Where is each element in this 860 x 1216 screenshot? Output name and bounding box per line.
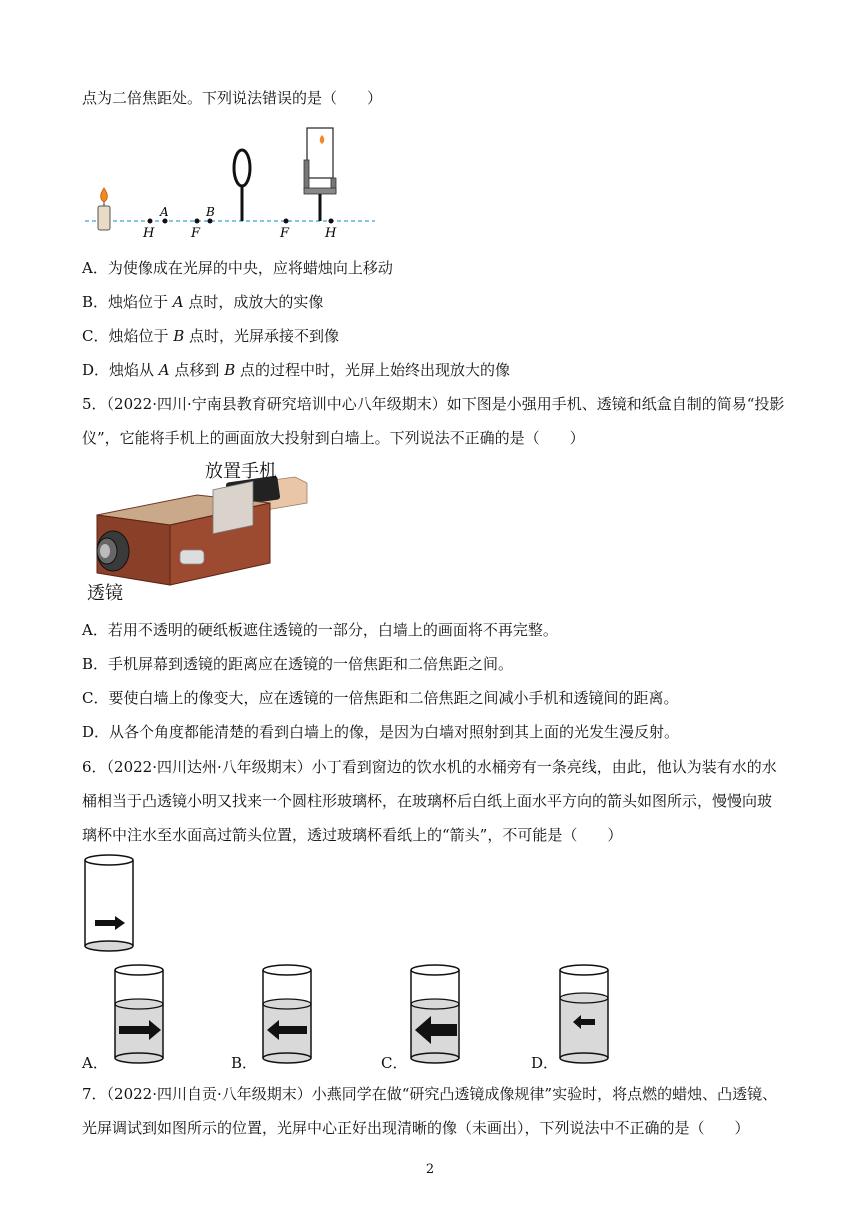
q6-option-a-label: A． xyxy=(82,1054,108,1072)
q4-option-b: B．烛焰位于 A 点时，成放大的实像 xyxy=(82,293,324,311)
convex-lens-icon xyxy=(234,150,250,221)
q6-option-c-label: C． xyxy=(381,1054,408,1072)
q7-stem-line1: 7．（2022·四川自贡·八年级期末）小燕同学在做“研究凸透镜成像规律”实验时，将点燃的蜡烛、凸透镜、 xyxy=(82,1085,778,1103)
q6-option-a-glass xyxy=(110,962,168,1066)
q4-option-d: D．烛焰从 A 点移到 B 点的过程中时，光屏上始终出现放大的像 xyxy=(82,361,510,379)
point-f-right xyxy=(284,219,289,224)
q6-option-b-label: B． xyxy=(231,1054,258,1072)
q4-stem-tail: 点为二倍焦距处。下列说法错误的是（ ） xyxy=(82,89,383,107)
point-f-left xyxy=(195,219,200,224)
q5-option-c: C．要使白墙上的像变大，应在透镜的一倍焦距和二倍焦距之间减小手机和透镜间的距离。 xyxy=(82,689,679,707)
q4-lens-diagram xyxy=(85,120,385,245)
q4-option-a: A．为使像成在光屏的中央，应将蜡烛向上移动 xyxy=(82,259,393,277)
photo-label-lens: 透镜 xyxy=(87,583,123,604)
point-h-right xyxy=(329,219,334,224)
label-f-left: F xyxy=(191,226,201,241)
page-number: 2 xyxy=(425,1162,435,1177)
q6-stem: 6．（2022·四川达州·八年级期末）小丁看到窗边的饮水机的水桶旁有一条亮线，由此，他认为装有水的水桶相当于凸透镜小明又找来一个圆柱形玻璃杯，在玻璃杯后白纸上面水平方向的箭头如图所示，慢慢向玻璃杯中注水至水面高过箭头位置，透过玻璃杯看纸上的“箭头”，不可能是（ ） xyxy=(82,758,777,844)
q6-reference-glass xyxy=(82,852,138,954)
q5-option-d: D．从各个角度都能清楚的看到白墙上的像，是因为白墙对照射到其上面的光发生漫反射。 xyxy=(82,723,680,741)
label-f-right: F xyxy=(280,226,290,241)
projector-photo xyxy=(85,455,313,604)
q6-option-b-glass xyxy=(258,962,316,1066)
q5-option-a: A．若用不透明的硬纸板遮住透镜的一部分，白墙上的画面将不再完整。 xyxy=(82,621,558,639)
q7-stem-line2: 光屏调试到如图所示的位置，光屏中心正好出现清晰的像（未画出），下列说法中不正确的是（ ） xyxy=(82,1119,750,1137)
label-h-left: H xyxy=(143,226,155,241)
photo-label-phone: 放置手机 xyxy=(205,461,277,482)
label-a: A xyxy=(160,205,169,219)
q6-option-d-glass xyxy=(555,962,613,1066)
q5-option-b: B．手机屏幕到透镜的距离应在透镜的一倍焦距和二倍焦距之间。 xyxy=(82,655,514,673)
candle-icon xyxy=(98,188,110,230)
light-screen-icon xyxy=(304,128,336,221)
q5-stem-line1: 5．（2022·四川·宁南县教育研究培训中心八年级期末）如下图是小强用手机、透镜和纸盒自制的简易“投影 xyxy=(82,395,785,413)
q6-option-c-glass xyxy=(406,962,464,1066)
point-b xyxy=(208,219,213,224)
q4-option-c: C．烛焰位于 B 点时，光屏承接不到像 xyxy=(82,327,340,345)
q6-option-d-label: D． xyxy=(531,1054,559,1072)
q5-stem-line2: 仪”，它能将手机上的画面放大投射到白墙上。下列说法不正确的是（ ） xyxy=(82,429,585,447)
label-h-right: H xyxy=(325,226,337,241)
label-b: B xyxy=(206,205,215,219)
point-h-left xyxy=(148,219,153,224)
arrow-right-icon xyxy=(95,916,125,930)
point-a xyxy=(163,219,168,224)
